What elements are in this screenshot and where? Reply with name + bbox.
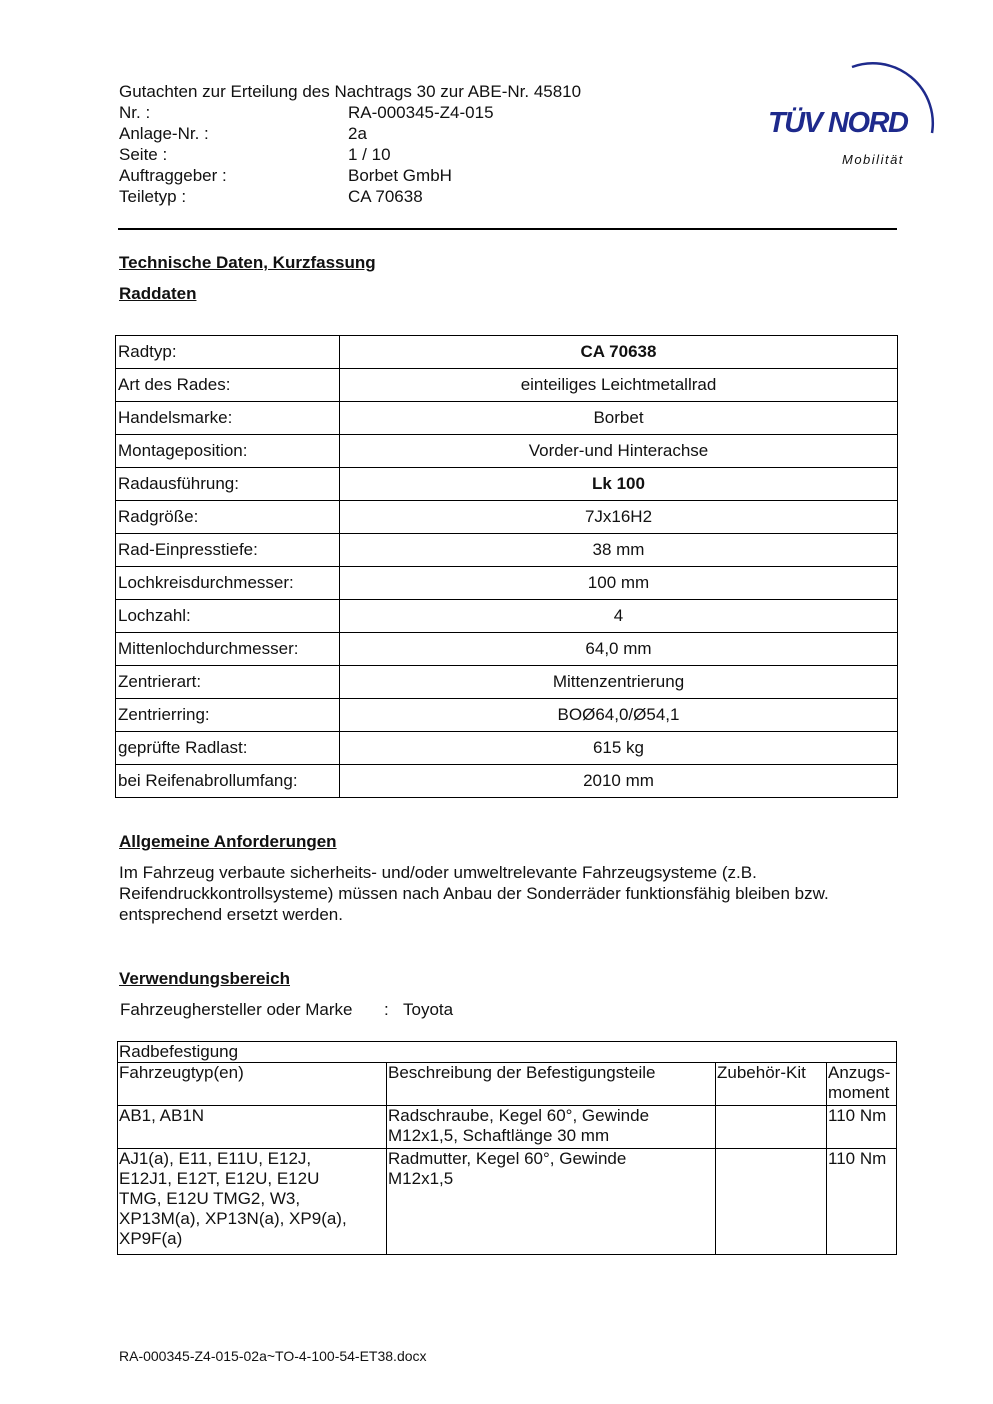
- header-divider: [118, 228, 897, 230]
- paragraph-line: Im Fahrzeug verbaute sicherheits- und/oder umweltrelevante Fahrzeugsysteme (z.B.: [119, 863, 757, 882]
- table-row: [116, 468, 898, 501]
- report-title: Gutachten zur Erteilung des Nachtrags 30 zur ABE-Nr. 45810: [119, 82, 582, 101]
- table-row: [118, 1149, 897, 1255]
- maker-separator: :: [384, 1000, 389, 1019]
- cell-vehicle-types: AJ1(a), E11, E11U, E12J, E12J1, E12T, E12U, E12U TMG, E12U TMG2, W3, XP13M(a), XP13N(a), XP9(a), XP9F(a): [118, 1149, 387, 1255]
- header-label-teiletyp: Teiletyp :: [119, 187, 187, 206]
- column-header: Fahrzeugtyp(en): [118, 1063, 387, 1106]
- row-label: Radausführung:: [116, 468, 340, 501]
- row-value: Lk 100: [340, 468, 898, 501]
- wheel-data-table: [115, 335, 898, 798]
- column-header: Zubehör-Kit: [716, 1063, 827, 1106]
- header-value-seite: 1 / 10: [348, 145, 391, 164]
- row-label: Montageposition:: [116, 435, 340, 468]
- row-label: Radgröße:: [116, 501, 340, 534]
- row-value: 2010 mm: [340, 765, 898, 798]
- row-label: Handelsmarke:: [116, 402, 340, 435]
- table-header-row: [118, 1063, 897, 1106]
- table-row: [116, 369, 898, 402]
- row-value: 100 mm: [340, 567, 898, 600]
- logo-text: TÜV NORD: [768, 107, 908, 139]
- row-value: 615 kg: [340, 732, 898, 765]
- cell-description: Radmutter, Kegel 60°, Gewinde M12x1,5: [387, 1149, 716, 1255]
- cell-torque: 110 Nm: [827, 1149, 897, 1255]
- header-label-auftraggeber: Auftraggeber :: [119, 166, 227, 185]
- heading-tech-data: Technische Daten, Kurzfassung: [119, 253, 376, 272]
- table-row: [116, 567, 898, 600]
- row-label: Lochkreisdurchmesser:: [116, 567, 340, 600]
- cell-kit: [716, 1149, 827, 1255]
- row-label: Lochzahl:: [116, 600, 340, 633]
- row-label: Zentrierart:: [116, 666, 340, 699]
- table-row: [116, 633, 898, 666]
- mounting-table: [117, 1041, 897, 1255]
- logo-subtitle: Mobilität: [842, 152, 904, 167]
- heading-wheel-data: Raddaten: [119, 284, 197, 303]
- maker-value: Toyota: [403, 1000, 454, 1019]
- row-value: BOØ64,0/Ø54,1: [340, 699, 898, 732]
- paragraph-line: Reifendruckkontrollsysteme) müssen nach Anbau der Sonderräder funktionsfähig bleiben bzw.: [119, 884, 829, 903]
- row-label: Rad-Einpresstiefe:: [116, 534, 340, 567]
- paragraph-line: entsprechend ersetzt werden.: [119, 905, 343, 924]
- table-title: Radbefestigung: [118, 1042, 897, 1063]
- cell-description: Radschraube, Kegel 60°, Gewinde M12x1,5, Schaftlänge 30 mm: [387, 1106, 716, 1149]
- column-header: Anzugs- moment: [827, 1063, 897, 1106]
- table-row: [116, 336, 898, 369]
- table-row: [116, 666, 898, 699]
- header-value-anlage: 2a: [348, 124, 367, 143]
- maker-label: Fahrzeughersteller oder Marke: [120, 1000, 353, 1019]
- row-label: Art des Rades:: [116, 369, 340, 402]
- table-row: [116, 534, 898, 567]
- row-label: Mittenlochdurchmesser:: [116, 633, 340, 666]
- cell-kit: [716, 1106, 827, 1149]
- table-row: [116, 402, 898, 435]
- header-value-teiletyp: CA 70638: [348, 187, 423, 206]
- cell-torque: 110 Nm: [827, 1106, 897, 1149]
- heading-general-requirements: Allgemeine Anforderungen: [119, 832, 337, 851]
- row-value: einteiliges Leichtmetallrad: [340, 369, 898, 402]
- row-label: bei Reifenabrollumfang:: [116, 765, 340, 798]
- table-row: [116, 501, 898, 534]
- table-row: [116, 765, 898, 798]
- row-value: 64,0 mm: [340, 633, 898, 666]
- header-label-anlage: Anlage-Nr. :: [119, 124, 209, 143]
- table-row: [116, 435, 898, 468]
- table-row: [116, 699, 898, 732]
- heading-scope: Verwendungsbereich: [119, 969, 290, 988]
- header-label-seite: Seite :: [119, 145, 168, 164]
- row-value: 4: [340, 600, 898, 633]
- table-title-row: [118, 1042, 897, 1063]
- column-header: Beschreibung der Befestigungsteile: [387, 1063, 716, 1106]
- row-value: Borbet: [340, 402, 898, 435]
- header-label-nr: Nr. :: [119, 103, 151, 122]
- row-label: Radtyp:: [116, 336, 340, 369]
- document-filename: RA-000345-Z4-015-02a~TO-4-100-54-ET38.docx: [119, 1348, 427, 1364]
- general-requirements-text: [119, 862, 909, 925]
- table-row: [116, 732, 898, 765]
- row-value: 38 mm: [340, 534, 898, 567]
- row-label: Zentrierring:: [116, 699, 340, 732]
- cell-vehicle-types: AB1, AB1N: [118, 1106, 387, 1149]
- row-value: Vorder-und Hinterachse: [340, 435, 898, 468]
- table-row: [118, 1106, 897, 1149]
- row-label: geprüfte Radlast:: [116, 732, 340, 765]
- row-value: 7Jx16H2: [340, 501, 898, 534]
- row-value: CA 70638: [340, 336, 898, 369]
- row-value: Mittenzentrierung: [340, 666, 898, 699]
- table-row: [116, 600, 898, 633]
- header-value-auftraggeber: Borbet GmbH: [348, 166, 452, 185]
- header-value-nr: RA-000345-Z4-015: [348, 103, 494, 122]
- tuv-nord-logo: [760, 55, 945, 175]
